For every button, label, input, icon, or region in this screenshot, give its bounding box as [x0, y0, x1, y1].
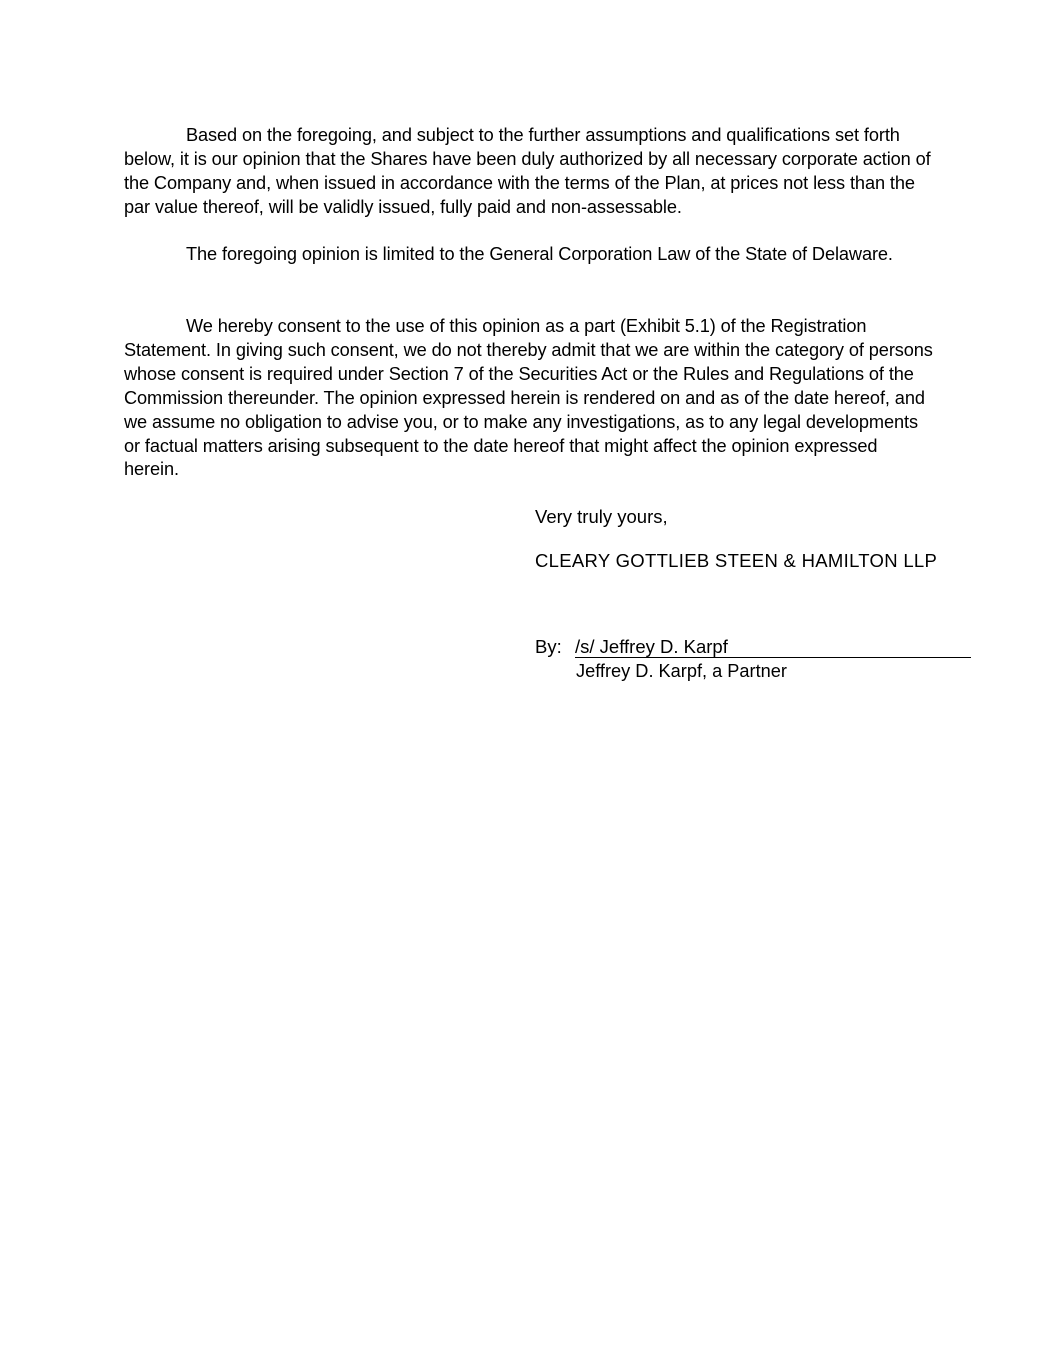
consent-paragraph: We hereby consent to the use of this opinion as a part (Exhibit 5.1) of the Registration Statement. In giving such consent, we do not thereby admit that we are within the category of persons whose consent is required under Section 7 of the Securities Act or the Rules and Regulations of the Commission thereunder. The opinion expressed herein is rendered on and as of the date hereof, and we assume no obligation to advise you, or to make any investigations, as to any legal developments or factual matters arising subsequent to the date hereof that might affect the opinion expressed herein.: [124, 316, 933, 480]
closing-salutation: Very truly yours,: [535, 506, 668, 527]
signer-name: Jeffrey D. Karpf, a Partner: [576, 661, 787, 681]
signature-row: [535, 635, 971, 659]
conformed-signature: /s/ Jeffrey D. Karpf: [575, 636, 728, 657]
by-label: By:: [535, 636, 562, 657]
signature-line: [575, 635, 971, 658]
opinion-paragraph: Based on the foregoing, and subject to the further assumptions and qualifications set forth below, it is our opinion that the Shares have been duly authorized by all necessary corporate action of the Company and, when issued in accordance with the terms of the Plan, at prices not less than the par value thereof, will be validly issued, fully paid and non-assessable.: [124, 125, 931, 217]
jurisdiction-paragraph: The foregoing opinion is limited to the General Corporation Law of the State of Delaware.: [186, 244, 893, 264]
firm-name: CLEARY GOTTLIEB STEEN & HAMILTON LLP: [535, 550, 938, 571]
